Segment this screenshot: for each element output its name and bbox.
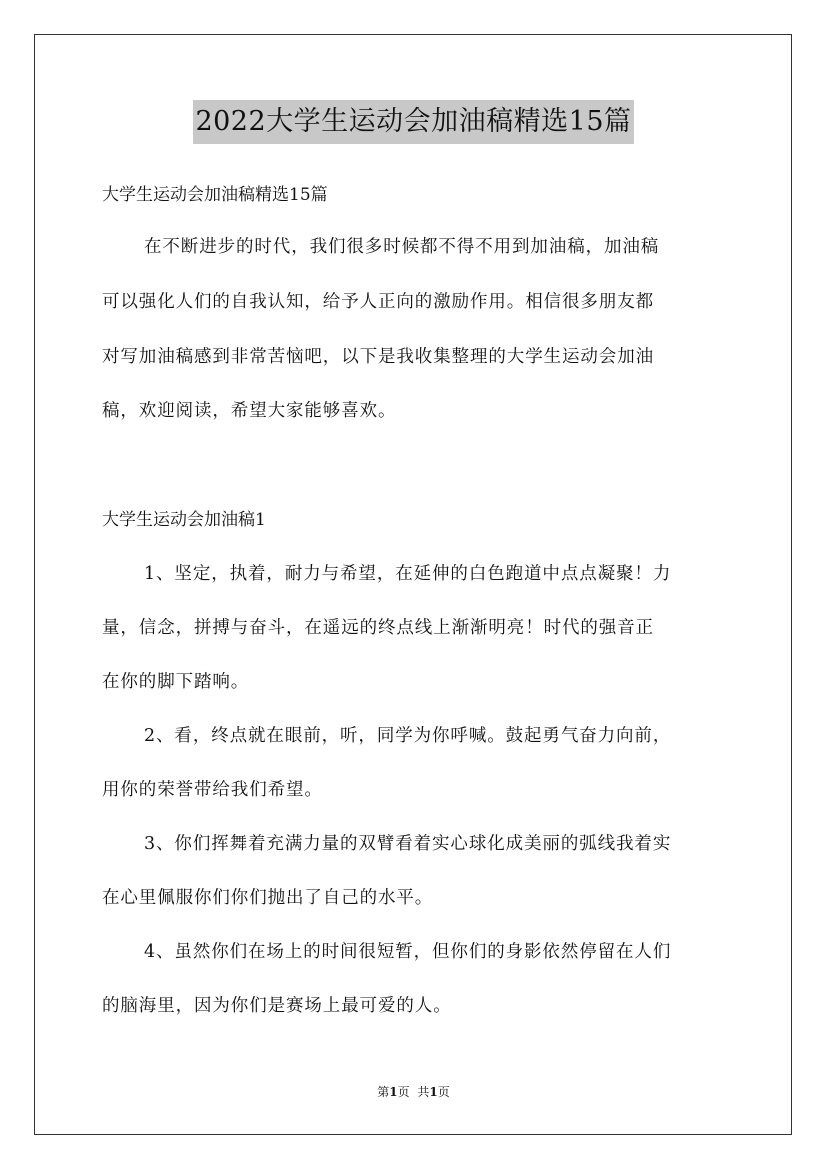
body-line: 在你的脚下踏响。 xyxy=(102,672,250,692)
page-footer xyxy=(0,1082,827,1102)
intro-line: 在不断进步的时代，我们很多时候都不得不用到加油稿，加油稿 xyxy=(144,237,660,257)
intro-line: 对写加油稿感到非常苦恼吧，以下是我收集整理的大学生运动会加油 xyxy=(102,347,654,367)
document-subtitle: 大学生运动会加油稿精选15篇 xyxy=(102,185,328,205)
body-line: 用你的荣誉带给我们希望。 xyxy=(102,780,323,800)
footer-total-prefix: 共 xyxy=(417,1085,430,1099)
body-line: 4、虽然你们在场上的时间很短暂，但你们的身影依然停留在人们 xyxy=(144,942,672,962)
title-container xyxy=(0,100,827,144)
body-line: 2、看，终点就在眼前，听，同学为你呼喊。鼓起勇气奋力向前， xyxy=(144,726,672,746)
section-heading: 大学生运动会加油稿1 xyxy=(102,510,266,530)
body-line: 量，信念，拼搏与奋斗，在遥远的终点线上渐渐明亮！时代的强音正 xyxy=(102,618,654,638)
intro-line: 可以强化人们的自我认知，给予人正向的激励作用。相信很多朋友都 xyxy=(102,292,654,312)
body-line: 3、你们挥舞着充满力量的双臂看着实心球化成美丽的弧线我着实 xyxy=(144,834,672,854)
footer-page-current: 1 xyxy=(389,1085,398,1099)
body-line: 在心里佩服你们你们抛出了自己的水平。 xyxy=(102,888,434,908)
body-line: 1、坚定，执着，耐力与希望，在延伸的白色跑道中点点凝聚！力 xyxy=(144,564,672,584)
footer-page-prefix: 第 xyxy=(377,1085,390,1099)
footer-total-suffix: 页 xyxy=(437,1085,450,1099)
footer-page-total: 1 xyxy=(429,1085,438,1099)
body-line: 的脑海里，因为你们是赛场上最可爱的人。 xyxy=(102,996,452,1016)
footer-page-suffix: 页 xyxy=(397,1085,410,1099)
intro-line: 稿，欢迎阅读，希望大家能够喜欢。 xyxy=(102,401,397,421)
document-title: 2022大学生运动会加油稿精选15篇 xyxy=(193,100,633,144)
